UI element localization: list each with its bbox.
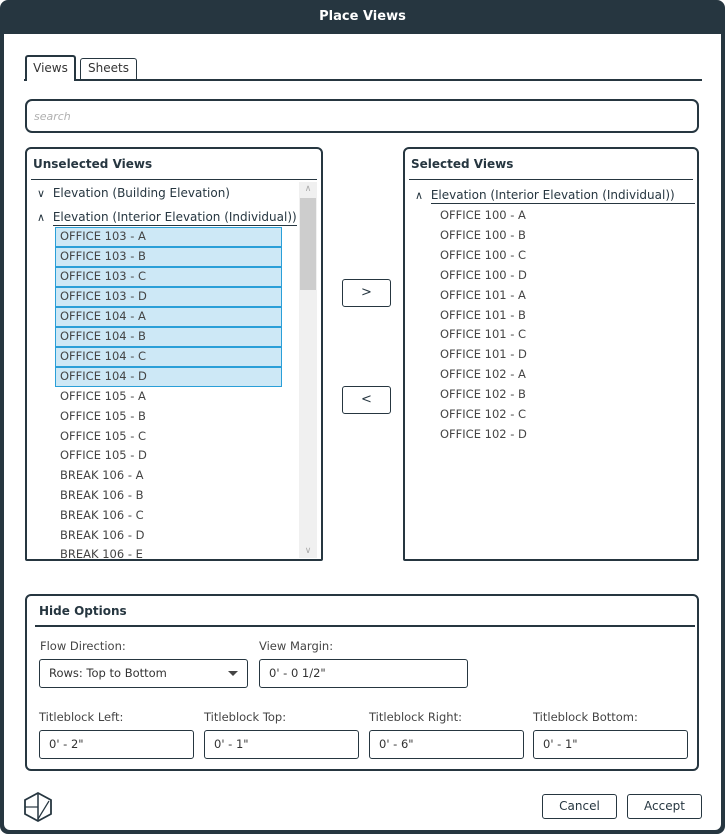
- list-item[interactable]: OFFICE 100 - B: [440, 227, 526, 242]
- add-to-selected-button[interactable]: >: [342, 279, 391, 307]
- unselected-views-panel: [25, 147, 323, 561]
- list-item[interactable]: OFFICE 104 - A: [55, 307, 282, 327]
- list-item[interactable]: OFFICE 104 - B: [55, 327, 282, 347]
- list-item[interactable]: OFFICE 102 - C: [440, 407, 527, 421]
- accept-button[interactable]: Accept: [627, 794, 702, 819]
- titleblock-left-input[interactable]: 0' - 2": [39, 730, 194, 759]
- selected-views-panel: [403, 147, 699, 561]
- tabs-divider: [24, 79, 702, 81]
- titleblock-bottom-label: Titleblock Bottom:: [533, 710, 638, 724]
- list-item[interactable]: BREAK 106 - D: [60, 527, 145, 542]
- titleblock-top-label: Titleblock Top:: [204, 710, 287, 724]
- titleblock-right-label: Titleblock Right:: [369, 710, 462, 724]
- header-divider: [31, 179, 317, 180]
- list-item[interactable]: OFFICE 103 - B: [55, 247, 282, 267]
- cancel-button[interactable]: Cancel: [542, 794, 617, 819]
- titleblock-bottom-input[interactable]: 0' - 1": [533, 730, 688, 759]
- list-item[interactable]: OFFICE 102 - B: [440, 387, 526, 402]
- hide-options-title: Hide Options: [39, 604, 127, 618]
- selected-views-header: Selected Views: [411, 157, 514, 171]
- scroll-down-icon[interactable]: ∨: [304, 546, 312, 556]
- list-item[interactable]: OFFICE 105 - A: [60, 389, 146, 403]
- group-label: Elevation (Interior Elevation (Individual)): [431, 188, 695, 204]
- options-divider: [35, 625, 695, 627]
- list-item[interactable]: OFFICE 104 - C: [55, 347, 282, 367]
- scrollbar[interactable]: [299, 182, 317, 558]
- list-item[interactable]: OFFICE 103 - D: [55, 287, 282, 307]
- tab-views[interactable]: Views: [25, 55, 76, 81]
- chevron-up-icon: ∧: [414, 189, 424, 202]
- tab-sheets[interactable]: Sheets: [80, 58, 137, 79]
- list-item[interactable]: OFFICE 105 - C: [60, 428, 147, 443]
- list-item[interactable]: BREAK 106 - B: [60, 488, 144, 502]
- list-item[interactable]: BREAK 106 - C: [60, 507, 144, 522]
- chevron-down-icon: ∨: [36, 187, 46, 200]
- list-item[interactable]: OFFICE 101 - B: [440, 307, 526, 322]
- titleblock-top-input[interactable]: 0' - 1": [204, 730, 359, 759]
- view-margin-input[interactable]: 0' - 0 1/2": [259, 659, 468, 688]
- chevron-up-icon: ∧: [36, 211, 46, 224]
- list-item[interactable]: OFFICE 104 - D: [55, 367, 282, 387]
- group-interior-elevation[interactable]: [411, 188, 695, 208]
- window-title: Place Views: [319, 9, 406, 24]
- list-item[interactable]: BREAK 106 - A: [60, 468, 144, 483]
- titleblock-left-label: Titleblock Left:: [39, 710, 124, 724]
- group-label: Elevation (Interior Elevation (Individual)): [52, 210, 297, 224]
- search-input[interactable]: [25, 99, 699, 133]
- list-item[interactable]: BREAK 106 - E: [60, 547, 143, 561]
- dropdown-caret-icon: [228, 671, 238, 676]
- scroll-thumb[interactable]: [300, 198, 316, 290]
- titleblock-right-input[interactable]: 0' - 6": [369, 730, 524, 759]
- flow-direction-label: Flow Direction:: [40, 639, 126, 653]
- list-item[interactable]: OFFICE 100 - D: [440, 267, 527, 282]
- list-item[interactable]: OFFICE 101 - C: [440, 327, 527, 342]
- list-item[interactable]: OFFICE 101 - D: [440, 347, 527, 362]
- app-logo-icon: [22, 791, 54, 823]
- list-item[interactable]: OFFICE 105 - D: [60, 448, 147, 463]
- list-item[interactable]: OFFICE 103 - A: [55, 227, 282, 247]
- hide-options-panel: [25, 594, 699, 771]
- list-item[interactable]: OFFICE 101 - A: [440, 287, 526, 302]
- header-divider: [409, 179, 693, 180]
- list-item[interactable]: OFFICE 105 - B: [60, 408, 146, 423]
- view-margin-label: View Margin:: [259, 639, 334, 653]
- list-item[interactable]: OFFICE 100 - A: [440, 208, 526, 222]
- list-item[interactable]: OFFICE 102 - D: [440, 426, 527, 441]
- list-item[interactable]: OFFICE 102 - A: [440, 367, 526, 382]
- group-label: Elevation (Building Elevation): [52, 186, 230, 200]
- unselected-views-header: Unselected Views: [33, 157, 153, 171]
- flow-direction-value: Rows: Top to Bottom: [49, 666, 167, 680]
- remove-from-selected-button[interactable]: <: [342, 386, 391, 414]
- scroll-up-icon[interactable]: ∧: [304, 184, 312, 194]
- list-item[interactable]: OFFICE 100 - C: [440, 247, 527, 262]
- flow-direction-dropdown[interactable]: [39, 659, 248, 688]
- dialog-body: [4, 34, 721, 830]
- list-item[interactable]: OFFICE 103 - C: [55, 267, 282, 287]
- group-building-elevation[interactable]: [33, 186, 230, 206]
